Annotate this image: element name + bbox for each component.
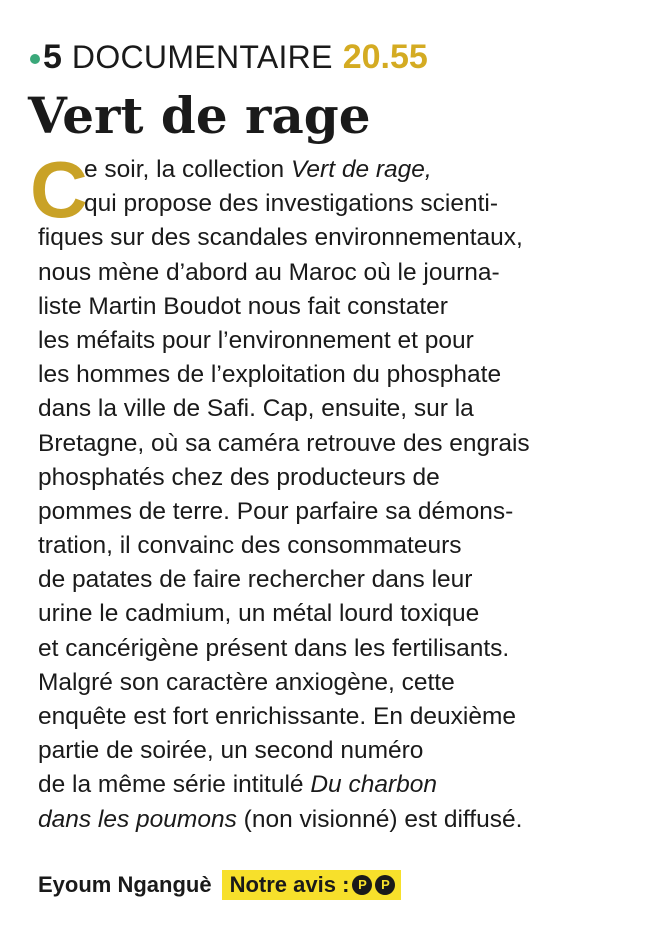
channel-dot-icon — [30, 54, 40, 64]
rating-badge — [222, 870, 402, 900]
author-name: Eyoum Nganguè — [38, 872, 212, 897]
body-line: fiques sur des scandales environnementaux, — [38, 224, 523, 252]
review-body — [38, 153, 658, 837]
genre-label: DOCUMENTAIRE — [71, 39, 333, 75]
body-line: les hommes de l’exploitation du phosphate — [38, 361, 502, 389]
body-line — [38, 768, 658, 802]
body-line: qui propose des investigations scienti- — [84, 190, 499, 218]
channel-number: 5 — [43, 38, 62, 76]
body-text: e soir, la collection — [84, 156, 291, 183]
body-text: de la même série intitulé — [38, 771, 311, 799]
rating-label: Notre avis : — [229, 872, 350, 897]
body-line: liste Martin Boudot nous fait constater — [38, 292, 448, 320]
body-line: enquête est fort enrichissante. En deuxième — [38, 703, 517, 730]
rating-p-icon: P — [375, 875, 395, 895]
body-line: urine le cadmium, un métal lourd toxique — [38, 600, 480, 628]
program-header — [30, 38, 428, 77]
review-footer — [38, 870, 401, 900]
body-italic: Vert de rage, — [291, 156, 432, 183]
body-text: (non visionné) est diffusé. — [236, 805, 523, 833]
body-line: les méfaits pour l’environnement et pour — [38, 326, 474, 354]
body-line: dans la ville de Safi. Cap, ensuite, sur la — [38, 395, 474, 423]
body-line — [38, 153, 658, 187]
body-line: et cancérigène présent dans les fertilisants. — [38, 634, 510, 662]
body-line: phosphatés chez des producteurs de — [38, 463, 440, 491]
body-line: Bretagne, où sa caméra retrouve des engrais — [38, 429, 530, 457]
program-title: Vert de rage — [28, 86, 371, 145]
body-line: Malgré son caractère anxiogène, cette — [38, 668, 455, 696]
body-line: nous mène d’abord au Maroc où le journa- — [38, 258, 500, 286]
broadcast-time: 20.55 — [342, 38, 428, 76]
body-line — [38, 803, 658, 837]
body-italic: dans les poumons — [38, 805, 237, 833]
body-line: tration, il convainc des consommateurs — [38, 532, 462, 560]
body-line: de patates de faire rechercher dans leur — [38, 566, 473, 594]
rating-p-icon: P — [352, 875, 372, 895]
body-line: partie de soirée, un second numéro — [38, 737, 424, 765]
drop-cap: C — [30, 145, 88, 234]
body-italic: Du charbon — [310, 771, 438, 799]
body-line: pommes de terre. Pour parfaire sa démons- — [38, 497, 514, 525]
